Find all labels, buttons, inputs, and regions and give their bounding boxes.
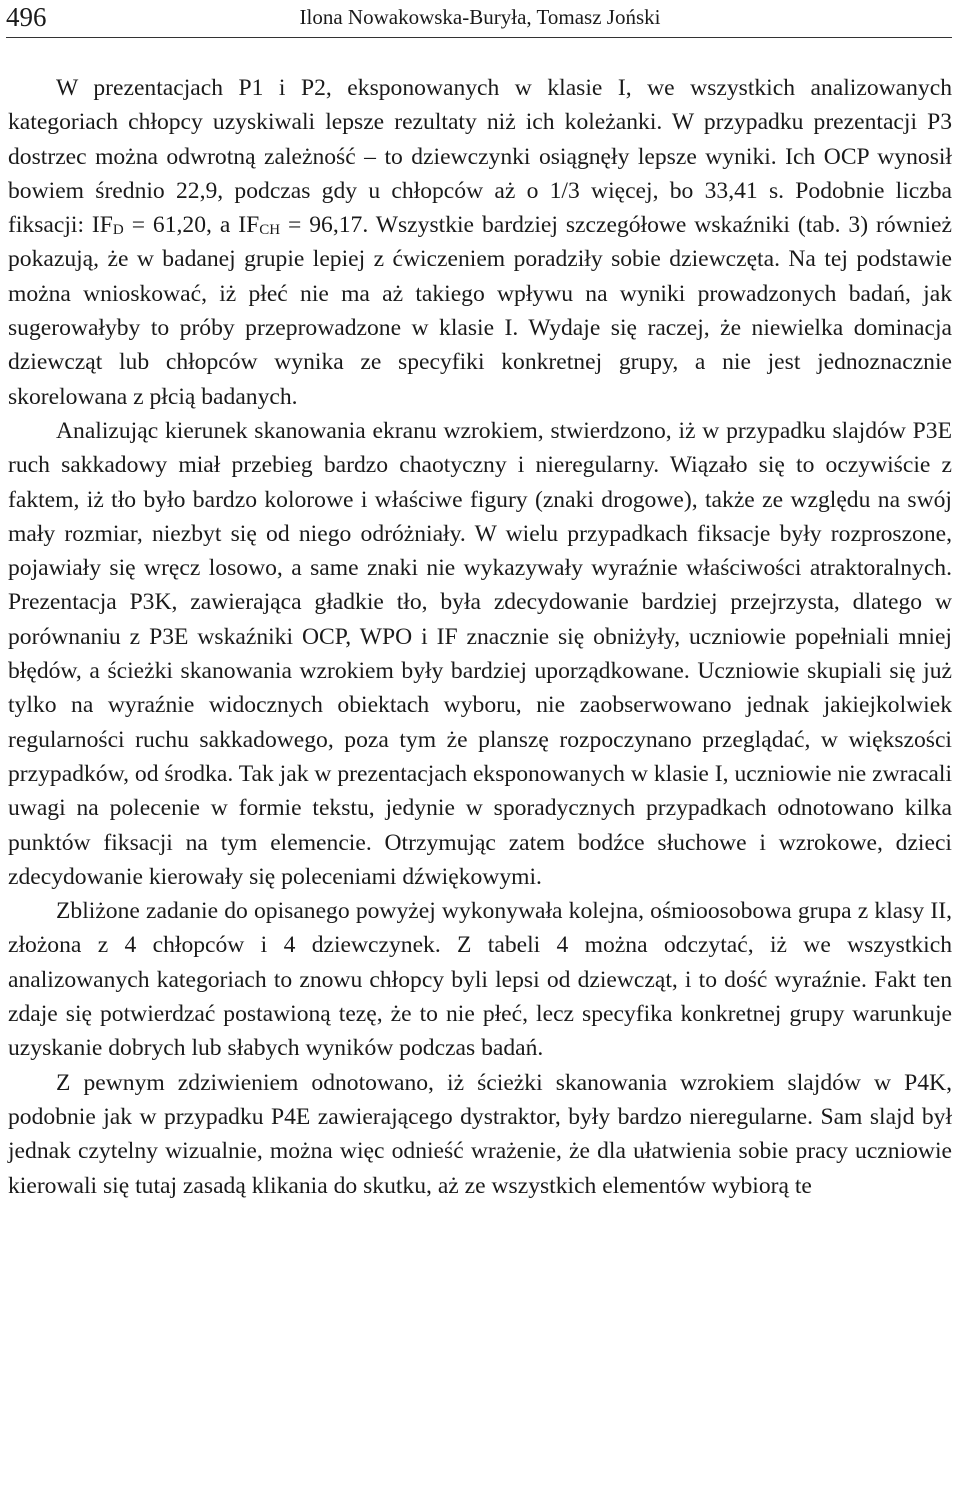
subscript-d: D bbox=[112, 222, 124, 239]
page-header bbox=[0, 0, 960, 42]
paragraph-2: Analizując kierunek skanowania ekranu wzrokiem, stwierdzono, iż w przypadku slajdów P3E ruch sakkadowy miał przebieg bardzo chaotyczny i nieregularny. Wiązało się to oczywiście z faktem, iż tło było bardzo kolorowe i właściwe figury (znaki drogowe), także ze względu na swój mały rozmiar, niezbyt się od niego odróżniały. W wielu przypadkach fiksacje były rozproszone, pojawiały się wręcz losowo, a same znaki nie wykazywały wyraźnie właściwości atraktoralnych. Prezentacja P3K, zawierająca gładkie tło, była zdecydowanie bardziej przejrzysta, dlatego w porównaniu z P3E wskaźniki OCP, WPO i IF znacznie się obniżyły, uczniowie popełniali mniej błędów, a ścieżki skanowania wzrokiem były bardziej uporządkowane. Uczniowie skupiali się już tylko na wyraźnie widocznych obiektach wyboru, nie zaobserwowano jednak jakiejkolwiek regularności ruchu sakkadowego, poza tym że planszę rozpoczynano przeglądać, w większości przypadków, od środka. Tak jak w prezentacjach eksponowanych w klasie I, uczniowie nie zwracali uwagi na polecenie w formie tekstu, jedynie w sporadycznych przypadkach odnotowano kilka punktów fiksacji na tym elemencie. Otrzymując zatem bodźce słuchowe i wzrokowe, dzieci zdecydowanie kierowały się poleceniami dźwiękowymi. bbox=[8, 417, 952, 890]
paragraph-1-mid: = 61,20, a IF bbox=[123, 212, 260, 239]
page-number: 496 bbox=[6, 2, 47, 32]
subscript-ch: CH bbox=[259, 222, 281, 239]
running-head-authors: Ilona Nowakowska-Buryła, Tomasz Joński bbox=[299, 5, 661, 29]
paragraph-1-after: = 96,17. Wszystkie bardziej szczegółowe wskaźniki (tab. 3) również pokazują, że w badanej grupie lepiej z ćwiczeniem poradziły sobie dziewczęta. Na tej podstawie można wnioskować, iż płeć nie ma aż takiego wpływu na wyniki prowadzonych badań, jak sugerowałyby to próby przeprowadzone w klasie I. Wydaje się raczej, że niewielka dominacja dziewcząt lub chłopców wynika ze specyfiki konkretnej grupy, a nie jest jednoznacznie skorelowana z płcią badanych. bbox=[8, 212, 952, 410]
header-rule bbox=[6, 37, 952, 38]
paragraph-4: Z pewnym zdziwieniem odnotowano, iż ścieżki skanowania wzrokiem slajdów w P4K, podobnie jak w przypadku P4E zawierającego dystraktor, były bardzo nieregularne. Sam slajd był jednak czytelny wizualnie, można więc odnieść wrażenie, że dla ułatwienia sobie pracy uczniowie kierowali się tutaj zasadą klikania do skutku, aż ze wszystkich elementów wybiorą te bbox=[8, 1069, 952, 1199]
paragraph-1-before: W prezentacjach P1 i P2, eksponowanych w klasie I, we wszystkich analizowanych kategoriach chłopcy uzyskiwali lepsze rezultaty niż ich koleżanki. W przypadku prezentacji P3 dostrzec można odwrotną zależność – to dziewczynki osiągnęły lepsze wyniki. Ich OCP wynosił bowiem średnio 22,9, podczas gdy u chłopców aż o 1/3 więcej, bo 33,41 s. Podobnie liczba fiksacji: IF bbox=[8, 75, 952, 239]
paragraph-3: Zbliżone zadanie do opisanego powyżej wykonywała kolejna, ośmioosobowa grupa z klasy II, złożona z 4 chłopców i 4 dziewczynek. Z tabeli 4 można odczytać, iż we wszystkich analizowanych kategoriach to znowu chłopcy byli lepsi od dziewcząt, i to dość wyraźnie. Fakt ten zdaje się potwierdzać postawioną tezę, że to nie płeć, lecz specyfika konkretnej grupy warunkuje uzyskanie dobrych lub słabych wyników podczas badań. bbox=[8, 898, 952, 1062]
paragraph-1 bbox=[8, 71, 952, 414]
body-text bbox=[8, 71, 952, 1203]
